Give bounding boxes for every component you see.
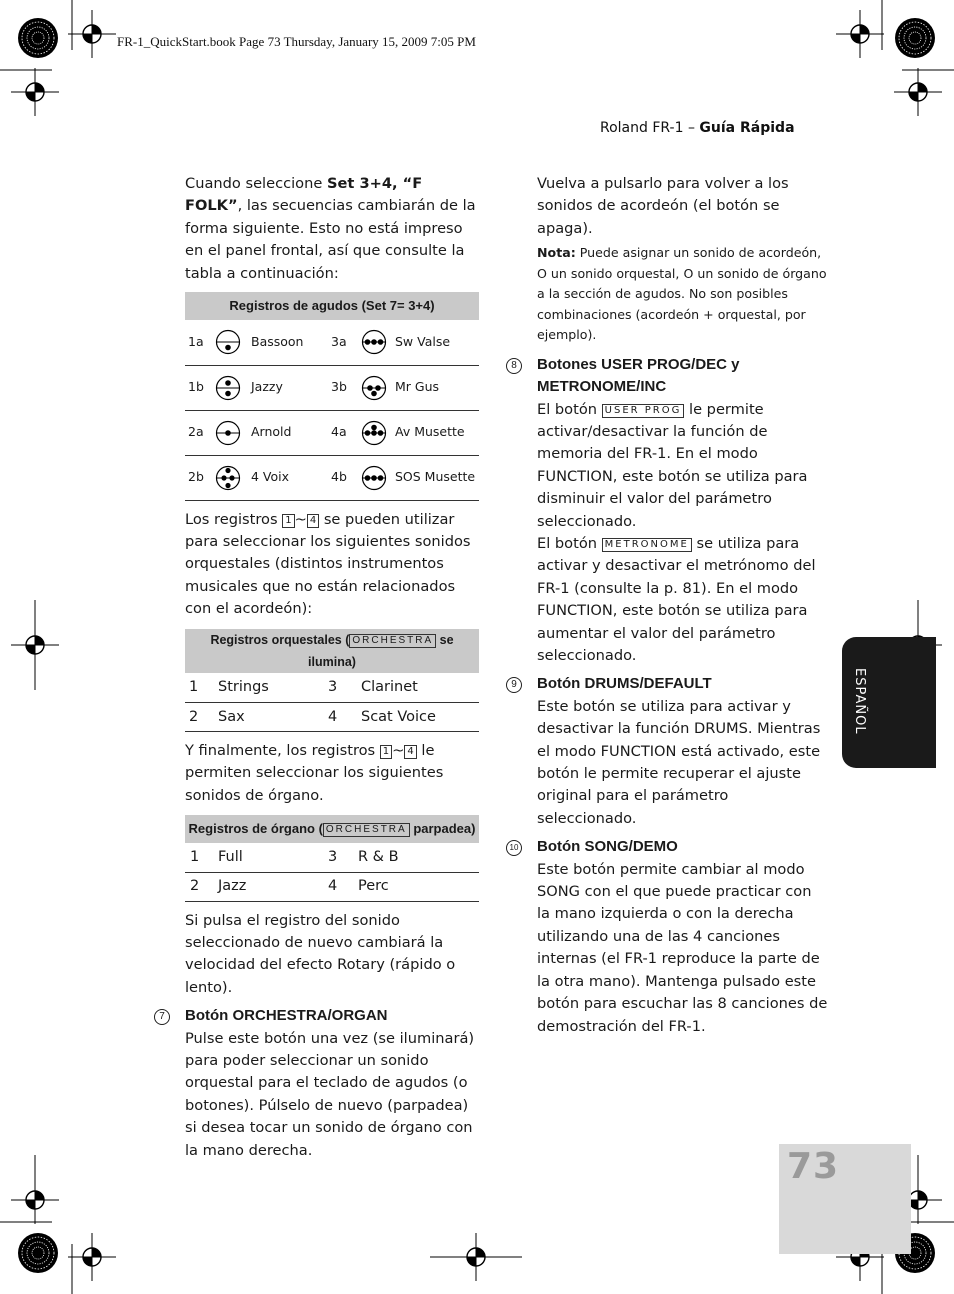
language-label: ESPAÑOL <box>852 668 867 735</box>
rotary-paragraph: Si pulsa el registro del sonido seleccionado de nuevo cambiará la velocidad del efecto Rotary (rápido o lento). <box>185 911 456 996</box>
orchestra-button-label: ORCHESTRA <box>349 634 436 648</box>
intro-paragraph: Cuando seleccione Set 3+4, “F FOLK”, las secuencias cambiarán de la forma siguiente. Esto no está impreso en el panel frontal, así que consulte la tabla a continuación: <box>185 175 476 282</box>
treble-registers-table <box>185 292 479 501</box>
register-key-1: 1 <box>380 745 392 759</box>
section-9-body: Este botón se utiliza para activar y desactivar la función DRUMS. Mientras el modo FUNCTION está activado, este botón le permite recuperar el ajuste original para el parámetro seleccionado. <box>537 697 821 827</box>
section-number-badge: 10 <box>506 840 522 856</box>
section-number-badge: 8 <box>506 358 522 374</box>
section-10-body: Este botón permite cambiar al modo SONG con el que puede practicar con la mano izquierda o con la derecha utilizando una de las 4 canciones internas (el FR-1 reproduce la parte de la otra mano). Mantenga pulsado este botón para escuchar las 8 canciones de demostración del FR-1. <box>537 860 828 1035</box>
metronome-button-label: METRONOME <box>602 538 692 552</box>
orchestra-button-label: ORCHESTRA <box>323 823 410 837</box>
section-7 <box>159 1005 477 1162</box>
table-row: 2 Jazz 4 Perc <box>185 872 479 901</box>
user-prog-button-label: USER PROG <box>602 404 685 418</box>
running-head <box>600 120 795 136</box>
section-number-badge: 9 <box>506 677 522 693</box>
register-key-4: 4 <box>404 745 416 759</box>
register-key-1: 1 <box>282 514 294 528</box>
print-slug: FR-1_QuickStart.book Page 73 Thursday, January 15, 2009 7:05 PM <box>117 34 476 49</box>
section-9-title: 9 Botón DRUMS/DEFAULT <box>537 673 829 695</box>
section-8-title: 8 Botones USER PROG/DEC y METRONOME/INC <box>537 354 829 399</box>
section-7-body: Pulse este botón una vez (se iluminará) para poder seleccionar un sonido orquestal para el teclado de agudos (o botones). Púlselo de nuevo (parpadea) si desea tocar un sonido de órgano con la mano derecha. <box>185 1029 475 1159</box>
treble-table-header: Registros de agudos (Set 7= 3+4) <box>185 292 479 320</box>
running-head-product: Roland FR-1 – <box>600 120 700 136</box>
right-column <box>509 173 829 1038</box>
register-icon <box>215 465 241 491</box>
section-8-paragraph-2: El botón METRONOME se utiliza para activar y desactivar el metrónomo del FR-1 (consulte la p. 81). En el modo FUNCTION, este botón se utiliza para aumentar el valor del parámetro seleccionado. <box>537 534 816 664</box>
table-row: 1b Jazzy 3b Mr Gus <box>185 365 479 410</box>
register-icon <box>215 329 241 355</box>
table-row: 1 Strings 3 Clarinet <box>185 673 479 702</box>
table-row: 2 Sax 4 Scat Voice <box>185 702 479 731</box>
section-8 <box>511 354 829 668</box>
section-10 <box>509 836 829 1038</box>
register-key-4: 4 <box>307 514 319 528</box>
section-8-paragraph-1: El botón USER PROG le permite activar/desactivar la función de memoria del FR-1. En el modo FUNCTION, este botón se utiliza para disminuir el valor del parámetro seleccionado. <box>537 400 808 530</box>
left-column <box>159 173 477 1162</box>
section-9 <box>511 673 829 830</box>
note-paragraph: Nota: Puede asignar un sonido de acordeón, O un sonido orquestal, O un sonido de órgano a la sección de agudos. No son posibles combinaciones (acordeón + orquestal, por ejemplo). <box>537 245 827 343</box>
set-name: Set 3+4, “F FOLK” <box>185 175 423 215</box>
table-row: 2a Arnold 4a Av Musette <box>185 410 479 455</box>
section-10-title: 10 Botón SONG/DEMO <box>537 836 829 858</box>
register-icon <box>215 375 241 401</box>
page-number: 73 <box>787 1146 840 1187</box>
orchestral-intro: Los registros 1 ~ 4 se pueden utilizar para seleccionar los siguientes sonidos orquestales (distintos instrumentos musicales que no están relacionados con el acordeón): <box>185 510 471 618</box>
table-row: 1a Bassoon 3a Sw Valse <box>185 320 479 365</box>
running-head-title: Guía Rápida <box>699 120 795 136</box>
table-row: 1 Full 3 R & B <box>185 843 479 872</box>
continuation-paragraph: Vuelva a pulsarlo para volver a los sonidos de acordeón (el botón se apaga). <box>537 175 789 237</box>
table-row: 2b 4 Voix 4b SOS Musette <box>185 455 479 500</box>
register-icon <box>215 420 241 446</box>
organ-registers-table <box>185 815 479 902</box>
section-7-title: 7 Botón ORCHESTRA/ORGAN <box>185 1005 477 1027</box>
register-icon <box>361 329 387 355</box>
orchestral-registers-table <box>185 629 479 732</box>
register-icon <box>361 420 387 446</box>
orchestral-table-header: Registros orquestales ( ORCHESTRA se ilumina) <box>185 629 479 674</box>
organ-table-header: Registros de órgano ( ORCHESTRA parpadea) <box>185 815 479 843</box>
register-icon <box>361 375 387 401</box>
organ-intro: Y finalmente, los registros 1 ~ 4 le permiten seleccionar los siguientes sonidos de órgano. <box>185 741 444 804</box>
section-number-badge: 7 <box>154 1009 170 1025</box>
register-icon <box>361 465 387 491</box>
